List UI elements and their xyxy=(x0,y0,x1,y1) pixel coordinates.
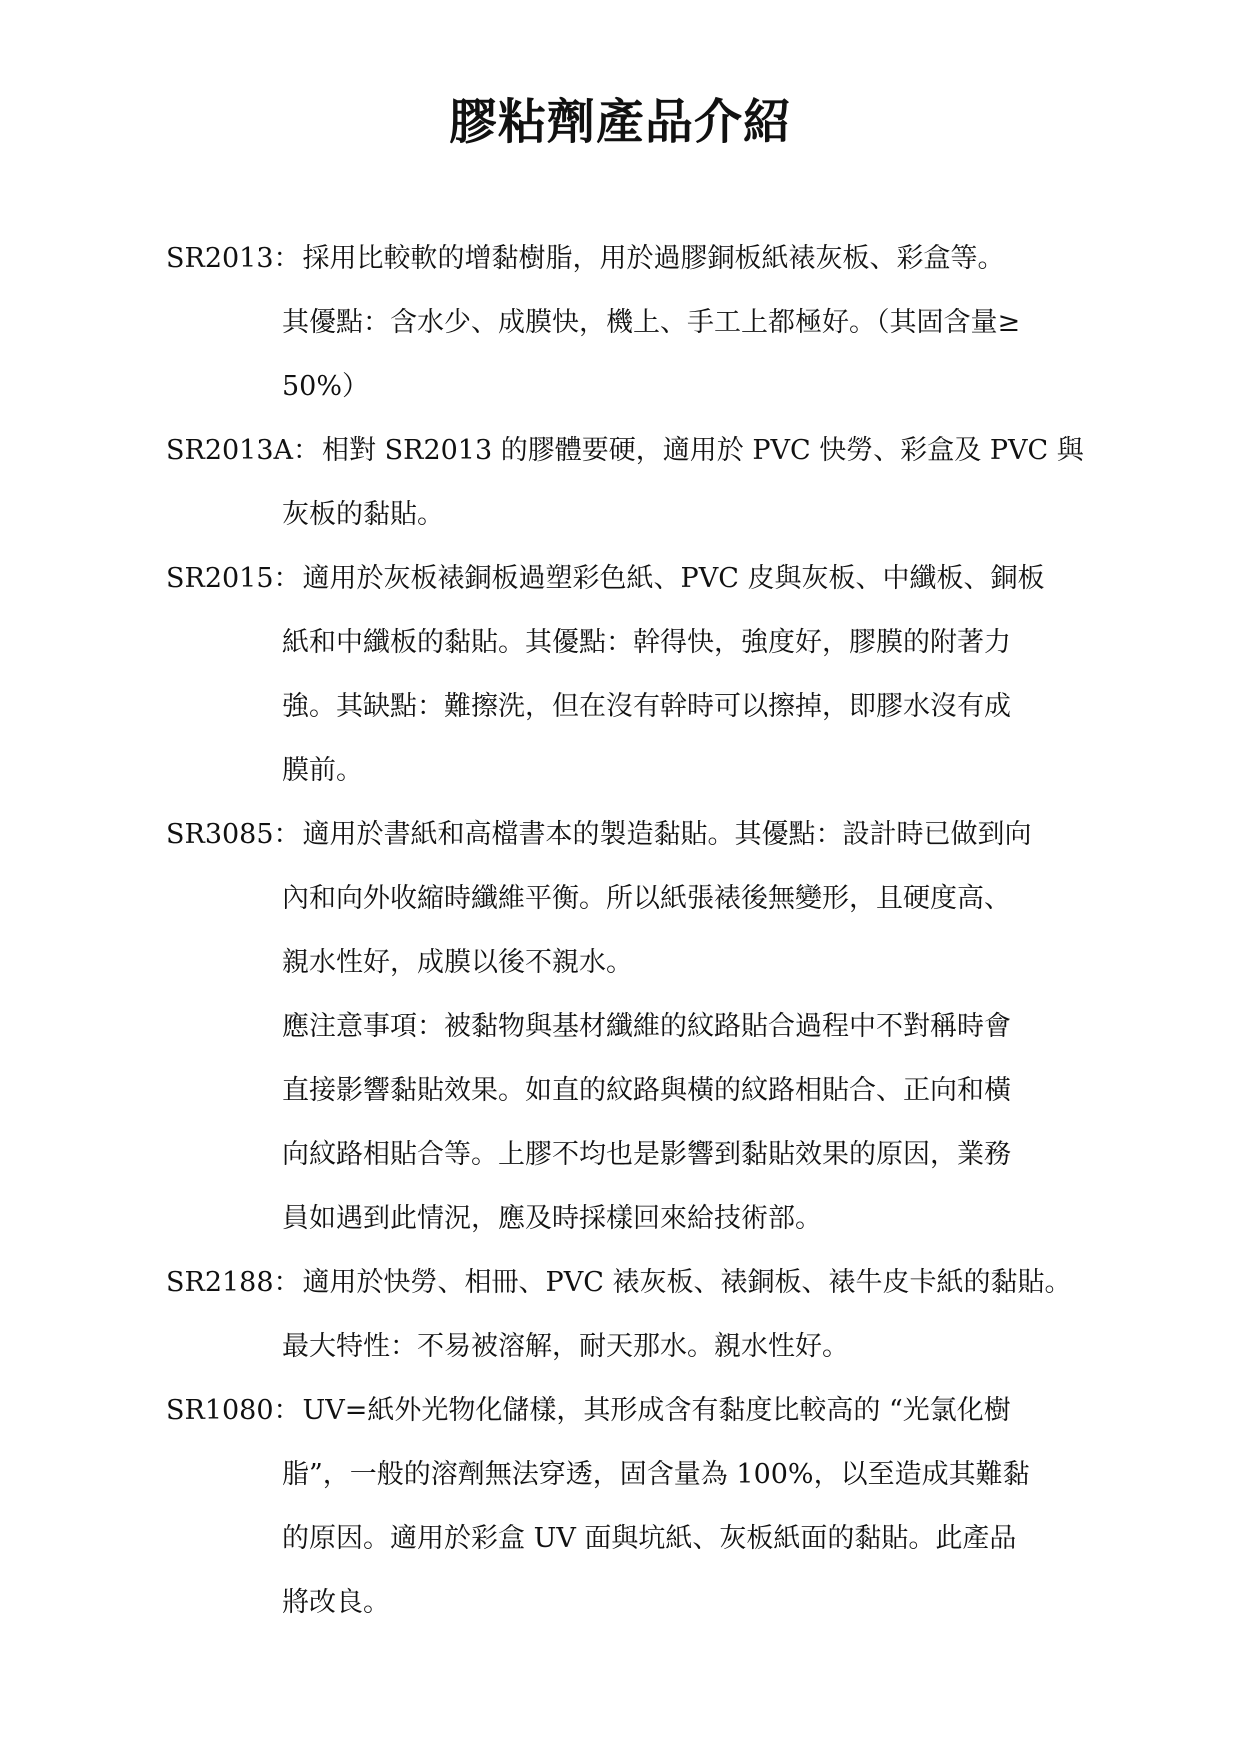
product-code-colon: ： xyxy=(273,243,301,274)
product-description-line: 其優點：含水少、成膜快，機上、手工上都極好。（其固含量≥ xyxy=(282,307,1021,338)
product-description-first-line: 適用於書紙和高檔書本的製造黏貼。其優點：設計時已做到向 xyxy=(302,819,1032,850)
product-list xyxy=(166,227,1094,1635)
product-description-line: 灰板的黏貼。 xyxy=(282,499,444,530)
product-description-line: 向紋路相貼合等。上膠不均也是影響到黏貼效果的原因，業務 xyxy=(282,1139,1011,1170)
product-entry-header xyxy=(166,419,1094,483)
product-entry xyxy=(166,547,1094,803)
product-entry xyxy=(166,1379,1094,1635)
product-code-colon: ： xyxy=(273,819,301,850)
product-description-first-line: 採用比較軟的增黏樹脂，用於過膠銅板紙裱灰板、彩盒等。 xyxy=(302,243,1005,274)
product-description-line: 50%） xyxy=(282,371,370,402)
product-description-line: 應注意事項：被黏物與基材纖維的紋路貼合過程中不對稱時會 xyxy=(282,1011,1011,1042)
product-code-colon: ： xyxy=(293,435,321,466)
product-description-line: 最大特性：不易被溶解，耐天那水。親水性好。 xyxy=(282,1331,849,1362)
product-entry xyxy=(166,1251,1094,1379)
product-entry-header xyxy=(166,227,1094,291)
product-description-line: 脂”，一般的溶劑無法穿透，固含量為 100%，以至造成其難黏 xyxy=(282,1459,1030,1490)
product-code: SR2013 xyxy=(166,243,274,274)
product-description-line: 強。其缺點：難擦洗，但在沒有幹時可以擦掉，即膠水沒有成 xyxy=(282,691,1011,722)
product-entry-header xyxy=(166,1251,1094,1315)
product-entry xyxy=(166,419,1094,547)
product-code: SR1080 xyxy=(166,1395,274,1426)
product-description-first-line: UV=紙外光物化儲樣，其形成含有黏度比較高的 “光氯化樹 xyxy=(302,1395,1011,1426)
product-description-first-line: 適用於灰板裱銅板過塑彩色紙、PVC 皮與灰板、中纖板、銅板 xyxy=(302,563,1045,594)
product-description-first-line: 適用於快勞、相冊、PVC 裱灰板、裱銅板、裱牛皮卡紙的黏貼。 xyxy=(302,1267,1072,1298)
product-description-line: 紙和中纖板的黏貼。其優點：幹得快，強度好，膠膜的附著力 xyxy=(282,627,1011,658)
product-description-line: 的原因。適用於彩盒 UV 面與坑紙、灰板紙面的黏貼。此產品 xyxy=(282,1523,1017,1554)
product-entry xyxy=(166,803,1094,1251)
product-description-line: 員如遇到此情況，應及時採樣回來給技術部。 xyxy=(282,1203,822,1234)
page-title: 膠粘劑產品介紹 xyxy=(448,94,792,150)
product-description-line: 親水性好，成膜以後不親水。 xyxy=(282,947,633,978)
product-entry xyxy=(166,227,1094,419)
product-description-first-line: 相對 SR2013 的膠體要硬，適用於 PVC 快勞、彩盒及 PVC 與 xyxy=(322,435,1084,466)
product-description-line: 內和向外收縮時纖維平衡。所以紙張裱後無變形，且硬度高、 xyxy=(282,883,1011,914)
product-code-colon: ： xyxy=(273,563,301,594)
product-code: SR2013A xyxy=(166,435,294,466)
product-entry-header xyxy=(166,547,1094,611)
product-code: SR2015 xyxy=(166,563,274,594)
product-code: SR3085 xyxy=(166,819,274,850)
product-description-line: 直接影響黏貼效果。如直的紋路與橫的紋路相貼合、正向和橫 xyxy=(282,1075,1011,1106)
product-code-colon: ： xyxy=(273,1267,301,1298)
product-description-line: 膜前。 xyxy=(282,755,363,786)
product-code-colon: ： xyxy=(273,1395,301,1426)
product-entry-header xyxy=(166,803,1094,867)
product-entry-header xyxy=(166,1379,1094,1443)
product-description-line: 將改良。 xyxy=(282,1587,390,1618)
product-code: SR2188 xyxy=(166,1267,274,1298)
